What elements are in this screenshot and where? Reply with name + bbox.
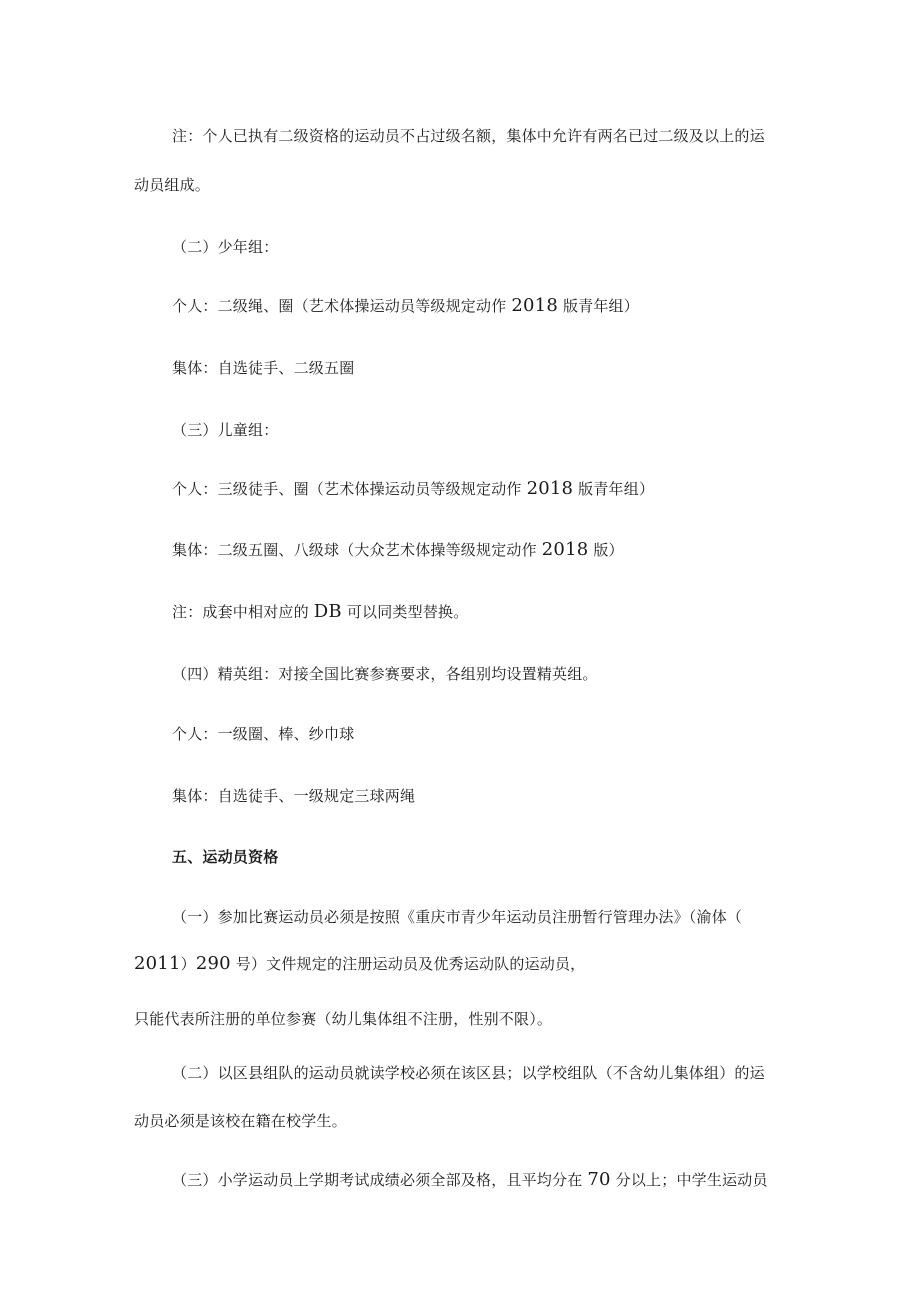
eligibility-item-1-continuation-2: 只能代表所注册的单位参赛（幼儿集体组不注册，性别不限）。 (134, 1010, 553, 1028)
elite-individual: 个人：一级圈、棒、纱巾球 (172, 725, 355, 743)
section-heading-elite: （四）精英组：对接全国比赛参赛要求，各组别均设置精英组。 (172, 665, 598, 683)
note-paragraph (172, 125, 765, 147)
eligibility-item-3: （三）小学运动员上学期考试成绩必须全部及格，且平均分在 70 分以上；中学生运动员 (172, 1169, 768, 1190)
eligibility-item-1-continuation: 2011）290 号）文件规定的注册运动员及优秀运动队的运动员， (134, 953, 586, 974)
note-text: 注：个人已执有二级资格的运动员不占过级名额，集体中允许有两名已过二级及以上的运 (172, 127, 765, 145)
eligibility-item-2: （二）以区县组队的运动员就读学校必须在该区县；以学校组队（不含幼儿集体组）的运 (172, 1064, 765, 1082)
elite-group: 集体：自选徒手、一级规定三球两绳 (172, 787, 416, 805)
junior-group: 集体：自选徒手、二级五圈 (172, 359, 355, 377)
eligibility-item-1: （一）参加比赛运动员必须是按照《重庆市青少年运动员注册暂行管理办法》（渝体（ (172, 908, 743, 926)
children-group: 集体：二级五圈、八级球（大众艺术体操等级规定动作 2018 版） (172, 539, 624, 560)
section-heading-junior: （二）少年组： (172, 238, 279, 256)
section-heading-children: （三）儿童组： (172, 421, 279, 439)
children-individual: 个人：三级徒手、圈（艺术体操运动员等级规定动作 2018 版青年组） (172, 478, 655, 499)
junior-individual: 个人：二级绳、圈（艺术体操运动员等级规定动作 2018 版青年组） (172, 295, 639, 316)
eligibility-item-2-continuation: 动员必须是该校在籍在校学生。 (134, 1112, 347, 1130)
db-note: 注：成套中相对应的 DB 可以同类型替换。 (172, 601, 469, 622)
note-paragraph-continuation: 动员组成。 (134, 176, 211, 194)
section-heading-athlete-eligibility: 五、运动员资格 (172, 848, 279, 866)
